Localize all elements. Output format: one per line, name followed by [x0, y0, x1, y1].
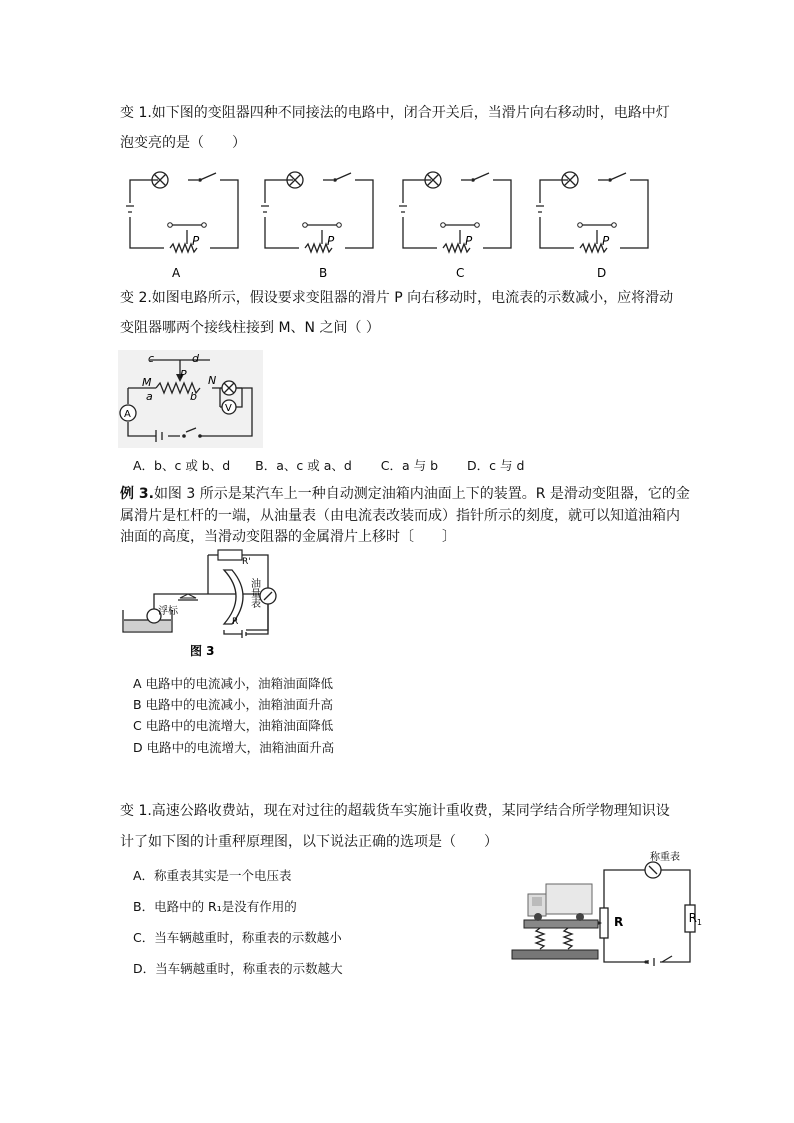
q4-line1: 变 1.高速公路收费站，现在对过往的超载货车实施计重收费，某同学结合所学物理知识设 [120, 803, 670, 819]
fig-label-m: M [142, 376, 152, 389]
r1-main: R [688, 911, 697, 925]
gauge-label: 油量表 [248, 578, 260, 608]
q3-oil-gauge-figure [118, 550, 288, 662]
circuit-d [536, 172, 648, 255]
q3-line1 [120, 484, 690, 504]
q2-options: A．b、c 或 b、d B．a、c 或 a、d C．a 与 b D．c 与 d [133, 458, 525, 473]
q1-line1: 变 1.如下图的变阻器四种不同接法的电路中，闭合开关后，当滑片向右移动时，电路中灯 [120, 105, 670, 121]
float-label: 浮标 [158, 606, 178, 617]
slider-label-d: P [602, 234, 610, 248]
q4-option-b: B．电路中的 R₁是没有作用的 [133, 899, 297, 914]
fig-label-d: d [192, 352, 199, 365]
fig-label-a: a [146, 390, 153, 403]
r-prime-label: R' [242, 557, 251, 567]
q3-line3: 油面的高度，当滑动变阻器的金属滑片上移时〔 〕 [120, 529, 456, 545]
q2-line2: 变阻器哪两个接线柱接到 M、N 之间（ ） [120, 320, 380, 336]
q3-option-b: B 电路中的电流减小，油箱油面升高 [133, 697, 334, 712]
fig-label-c: c [148, 352, 155, 365]
fig-label-n: N [208, 374, 217, 387]
label-c: C [456, 266, 465, 280]
voltmeter-label: V [225, 403, 232, 414]
slider-label-c: P [465, 234, 473, 248]
q3-option-c: C 电路中的电流增大，油箱油面降低 [133, 718, 334, 733]
r1-label [689, 911, 702, 927]
circuit-b [261, 172, 373, 255]
label-b: B [319, 266, 328, 280]
q3-line2: 属滑片是杠杆的一端，从油量表（由电流表改装而成）指针所示的刻度，就可以知道油箱内 [120, 508, 680, 524]
slider-label-a: P [192, 234, 200, 248]
fig-label-b: b [190, 390, 197, 403]
r1-sub: 1 [696, 918, 702, 927]
circuit-c [399, 172, 511, 255]
q4-option-d: D．当车辆越重时，称重表的示数越大 [133, 961, 343, 976]
figure-caption: 图 3 [190, 644, 215, 658]
label-d: D [597, 266, 607, 280]
q3-line1-text: 如图 3 所示是某汽车上一种自动测定油箱内油面上下的装置。R 是滑动变阻器，它的金 [153, 486, 690, 502]
q1-line2: 泡变亮的是（ ） [120, 135, 246, 151]
q2-circuit-figure [118, 350, 263, 448]
label-a: A [172, 266, 181, 280]
fig-label-p: P [180, 368, 187, 381]
r-label: R [614, 915, 624, 929]
q4-option-c: C．当车辆越重时，称重表的示数越小 [133, 930, 342, 945]
q4-weighing-figure [510, 850, 700, 968]
q3-option-d: D 电路中的电流增大，油箱油面升高 [133, 740, 335, 755]
q3-example-label: 例 3. [120, 486, 154, 502]
r-label: R [232, 617, 239, 627]
slider-label-b: P [327, 234, 335, 248]
meter-label: 称重表 [650, 852, 680, 863]
ammeter-label: A [124, 409, 131, 420]
q4-line2: 计了如下图的计重秤原理图，以下说法正确的选项是（ ） [120, 834, 498, 850]
q1-circuits-figure [120, 165, 660, 283]
q2-line1: 变 2.如图电路所示，假设要求变阻器的滑片 P 向右移动时，电流表的示数减小，应将滑动 [120, 290, 674, 306]
circuit-a [126, 172, 238, 255]
q3-option-a: A 电路中的电流减小，油箱油面降低 [133, 676, 334, 691]
q4-option-a: A．称重表其实是一个电压表 [133, 868, 292, 883]
